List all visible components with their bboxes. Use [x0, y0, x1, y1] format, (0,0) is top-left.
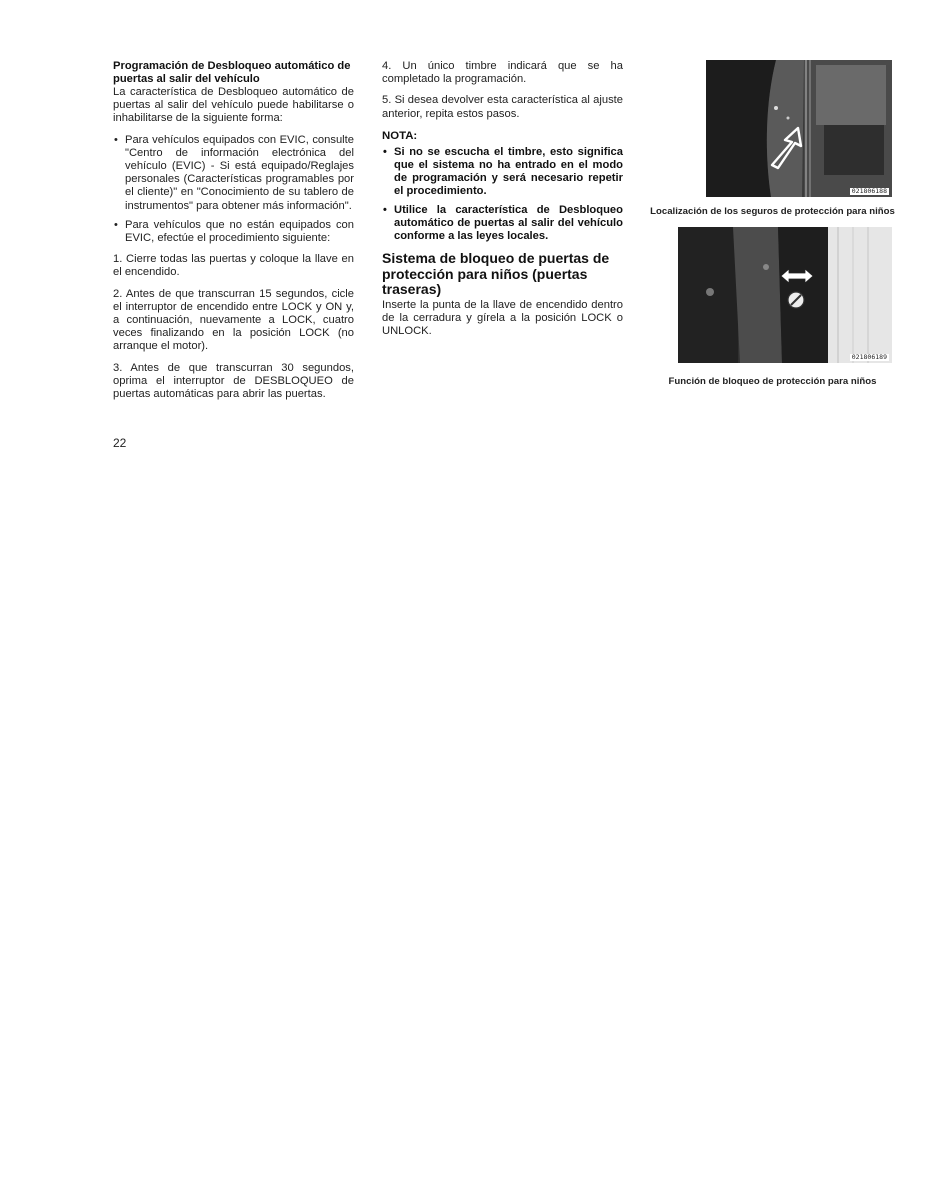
figure-code: 021806189: [851, 352, 887, 361]
list-item: • Para vehículos equipados con EVIC, consulte "Centro de información electrónica del vehículo (EVIC) - Si está equipado/Reglajes personales (Características programables por el cliente)" en "Conocimiento de su tablero de instrumentos" para obtener más información".: [113, 134, 354, 213]
step-1: 1. Cierre todas las puertas y coloque la llave en el encendido.: [113, 253, 354, 279]
note-heading: NOTA:: [382, 129, 418, 142]
section-paragraph: Inserte la punta de la llave de encendido dentro de la cerradura y gírela a la posición LOCK o UNLOCK.: [382, 298, 623, 338]
step-4: 4. Un único timbre indicará que se ha completado la programación.: [382, 60, 623, 86]
figure-caption: Localización de los seguros de protección para niños: [650, 206, 895, 217]
figure-code: 021806188: [851, 187, 887, 195]
door-lock-location-photo: [706, 60, 892, 197]
middle-column: [382, 60, 623, 346]
note-list: [382, 146, 623, 243]
page-number: 22: [113, 436, 127, 450]
note-item: • Utilice la característica de Desbloqueo automático de puertas al salir del vehículo conforme a las leyes locales.: [382, 204, 623, 244]
section-heading: Sistema de bloqueo de puertas de protección para niños (puertas traseras): [382, 250, 610, 298]
intro-paragraph: La característica de Desbloqueo automático de puertas al salir del vehículo puede habilitarse o inhabilitarse de la siguiente forma:: [113, 86, 354, 125]
bullet-list: [113, 134, 354, 246]
step-5: 5. Si desea devolver esta característica al ajuste anterior, repita estos pasos.: [382, 94, 623, 120]
figure-caption: Función de bloqueo de protección para niños: [668, 375, 877, 387]
list-item: • Para vehículos que no están equipados con EVIC, efectúe el procedimiento siguiente:: [113, 219, 354, 245]
note-item: • Si no se escucha el timbre, esto significa que el sistema no ha entrado en el modo de programación y será necesario repetir el procedimiento.: [382, 146, 623, 199]
subsection-heading: Programación de Desbloqueo automático de puertas al salir del vehículo: [113, 60, 351, 85]
right-column: [650, 60, 895, 396]
child-lock-function-photo: [678, 227, 892, 363]
left-column: [113, 60, 354, 409]
step-2: 2. Antes de que transcurran 15 segundos, cicle el interruptor de encendido entre LOCK y ON y, a continuación, nuevamente a LOCK, cuatro veces finalizando en la posición LOCK (no arranque el motor).: [113, 287, 354, 353]
step-3: 3. Antes de que transcurran 30 segundos, oprima el interruptor de DESBLOQUEO de puertas automáticas para abrir las puertas.: [113, 361, 354, 401]
